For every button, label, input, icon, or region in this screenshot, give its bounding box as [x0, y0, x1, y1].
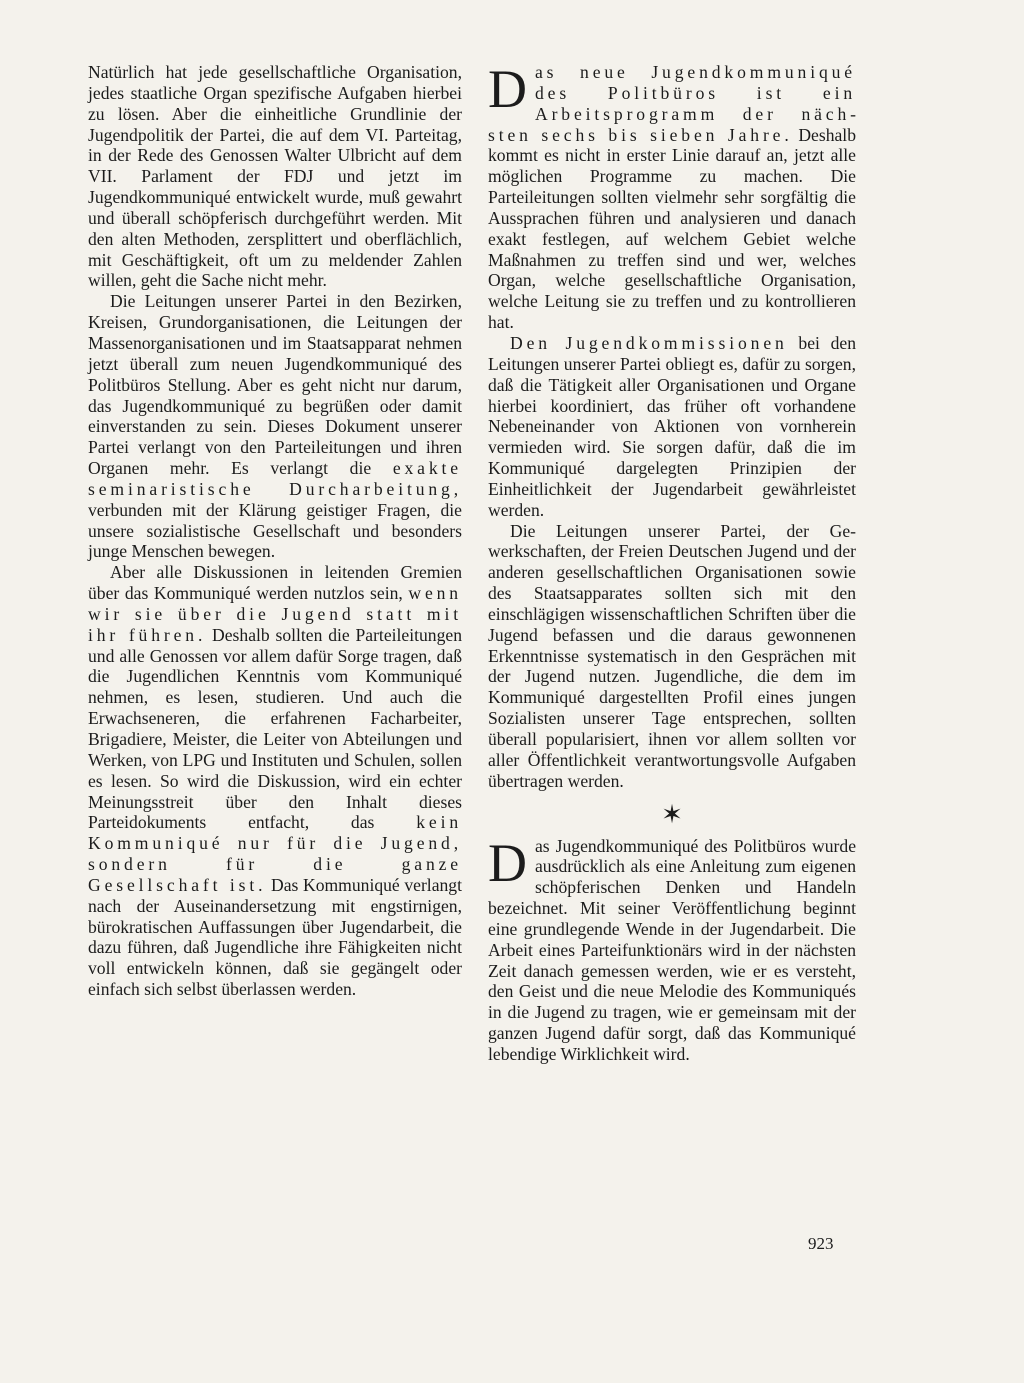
paragraph: Die Leitungen unserer Partei, der Gewerkschaften, der Freien Deutschen Jugend und der anderen gesellschaftlichen Organisationen sowie des Staatsapparates sollten sich mit den einschlägigen wissenschaftlichen Schriften über die Jugend befassen und die daraus gewonnenen Erkenntnisse systematisch in den Gesprächen mit der Jugend nutzen. Jugendliche, die dem im Kommuniqué dargestellten Profil eines jungen Sozialisten unserer Tage entsprechen, sollten überall popularisiert, ihnen vor allem sollten vor aller Öffentlichkeit verantwortungsvolle Aufgaben übertragen werden.	[488, 520, 856, 791]
left-column	[88, 62, 462, 1000]
paragraph: Aber alle Diskussionen in leitenden Gremien über das Kommuniqué werden nutzlos sein, wenn wir sie über die Jugend statt mit ihr führen. Deshalb sollten die Parteileitungen und alle Genossen vor allem dafür Sorge tragen, daß die Jugendlichen Kenntnis vom Kommuniqué nehmen, es lesen, studieren. Und auch die Erwachseneren, die erfahrenen Facharbeiter, Brigadiere, Meister, die Leiter von Abteilungen und Werken, von LPG und Instituten und Schulen, sollen es lesen. So wird die Diskussion, wird ein echter Meinungsstreit über den Inhalt dieses Parteidokuments entfacht, das kein Kommuniqué nur für die Jugend, sondern für die ganze Gesellschaft ist. Das Kommuniqué verlangt nach der Auseinandersetzung mit engstirnigen, bürokratischen Auffassungen über Jugendarbeit, die dazu führen, daß Jugendliche ihre Fähigkeiten nicht voll entwickeln können, daß sie gegängelt oder einfach sich selbst überlassen werden.	[88, 562, 462, 1000]
paragraph: Den Jugendkommissionen bei den Leitungen unserer Partei obliegt es, dafür zu sorgen, daß die Tätigkeit aller Organisationen und Organe hierbei koordiniert, das früher oft vorhandene Nebeneinander von Aktionen von vornherein vermieden wird. Sie sorgen dafür, daß die im Kommuniqué dargelegten Prinzipien der Einheitlichkeit der Jugendarbeit gewährleistet werden.	[488, 332, 857, 520]
star-separator-icon: ✶	[661, 799, 683, 830]
paragraph: Die Leitungen unserer Partei in den Bezirken, Kreisen, Grundorganisationen, die Leitungen der Massenorganisationen und im Staatsapparat nehmen jetzt überall zum neuen Jugendkommuniqué des Politbüros Stellung. Aber es geht nicht nur darum, das Jugendkommuniqué zu begrüßen oder damit einverstanden zu sein. Dieses Dokument unserer Partei verlangt von den Parteileitungen und ihren Organen mehr. Es verlangt die exakte seminaristische Durcharbeitung, verbunden mit der Klärung geistiger Fragen, die unsere sozialistische Gesellschaft und besonders junge Menschen bewegen.	[88, 291, 462, 562]
emphasis-text: as neue Jugendkommuniqué des Politbüros ist ein Arbeitsprogramm der nächsten sechs bis sieben Jahre.	[488, 62, 856, 145]
emphasis-text: exakte seminaristische Durcharbeitung,	[88, 458, 462, 499]
drop-cap: D	[488, 832, 527, 893]
emphasis-text: wenn wir sie über die Jugend statt mit ihr führen.	[88, 583, 462, 645]
right-column	[488, 59, 857, 1065]
paragraph: Das neue Jugendkommuniqué des Politbüros ist ein Arbeitsprogramm der nächsten sechs bis sieben Jahre. Deshalb kommt es nicht in erster Linie darauf an, jetzt alle möglichen Programme zu machen. Die Parteileitungen sollten vielmehr sehr sorgfältig die Aussprachen führen und analysieren und danach exakt festlegen, auf welchem Gebiet welche Maßnahmen zu treffen sind und wer, welches Organ, welche gesellschaftliche Organisation, welche Leitung sie zu treffen und zu kontrollieren hat.	[488, 59, 856, 333]
drop-cap: D	[488, 59, 527, 119]
emphasis-text: kein Kommuniqué nur für die Jugend, sondern für die ganze Gesellschaft ist.	[88, 812, 462, 895]
page-number: 923	[808, 1234, 834, 1253]
paragraph: Natürlich hat jede gesellschaftliche Organisation, jedes staatliche Organ spezifische Aufgaben hierbei zu lösen. Aber die einheitliche Grundlinie der Jugendpolitik der Partei, die auf dem VI. Parteitag, in der Rede des Genossen Walter Ulbricht auf dem VII. Parlament der FDJ und jetzt im Jugendkommuniqué entwickelt wurde, muß gewahrt und überall schöpferisch durchgeführt werden. Mit den alten Methoden, zersplittert und oberflächlich, mit Geschäftigkeit, oft um zu meldender Zahlen willen, geht die Sache nicht mehr.	[88, 62, 462, 291]
emphasis-text: Den Jugendkommissionen	[510, 332, 788, 353]
paragraph: Das Jugendkommuniqué des Politbüros wurde ausdrücklich als eine Anleitung zum eigenen schöpferischen Denken und Handeln bezeichnet. Mit seiner Veröffentlichung beginnt eine grundlegende Wende in der Jugendarbeit. Die Arbeit eines Parteifunktionärs wird in der nächsten Zeit danach gemessen werden, wie er es versteht, den Geist und die neue Melodie des Kommuniqués in die Jugend zu tragen, wie er gemeinsam mit der ganzen Jugend dafür sorgt, daß das Kommuniqué lebendige Wirklichkeit wird.	[488, 832, 856, 1064]
